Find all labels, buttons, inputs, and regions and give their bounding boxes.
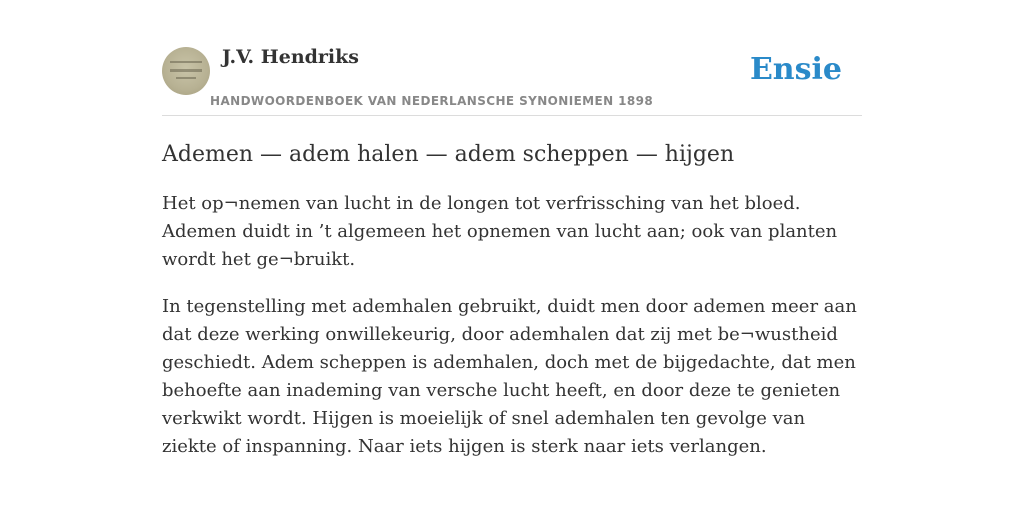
cover-line-decoration [170, 61, 202, 63]
article-card [162, 0, 862, 512]
cover-line-decoration [176, 77, 196, 79]
book-cover-avatar[interactable] [162, 47, 210, 95]
author-name[interactable]: J.V. Hendriks [222, 46, 360, 68]
page-title: Ademen — adem halen — adem scheppen — hijgen [162, 142, 735, 167]
article-header [162, 0, 862, 116]
article-paragraph: In tegenstelling met ademhalen gebruikt, duidt men door ademen meer aan dat deze werking onwillekeurig, door ademhalen dat zij met be¬wustheid geschiedt. Adem scheppen is ademhalen, doch met de bijgedachte, dat men behoefte aan inademing van versche lucht heeft, en door deze te genieten verkwikt wordt. Hijgen is moeielijk of snel ademhalen ten gevolge van ziekte of inspanning. Naar iets hijgen is sterk naar iets verlangen. [162, 296, 857, 457]
cover-line-decoration [170, 69, 202, 72]
source-title[interactable]: HANDWOORDENBOEK VAN NEDERLANSCHE SYNONIEMEN 1898 [210, 94, 654, 108]
article-paragraph: Het op¬nemen van lucht in de longen tot verfrissching van het bloed. Ademen duidt in ’t algemeen het opnemen van lucht aan; ook van planten wordt het ge¬bruikt. [162, 193, 838, 270]
brand-logo-link[interactable]: Ensie [749, 52, 842, 87]
